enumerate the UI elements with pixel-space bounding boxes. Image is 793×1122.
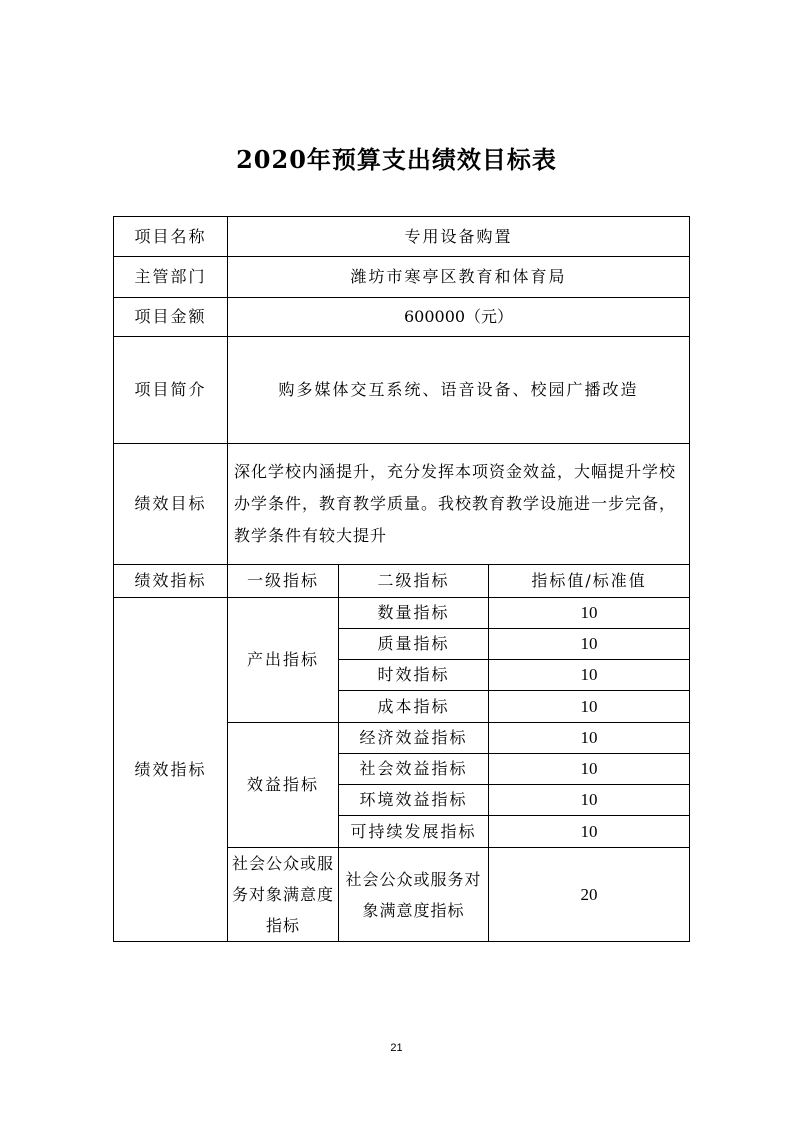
- goal-label: 绩效目标: [114, 444, 228, 565]
- level2-cell: 质量指标: [339, 629, 489, 660]
- row-goal: [114, 444, 690, 565]
- level1-satisfaction: 社会公众或服务对象满意度指标: [228, 848, 339, 942]
- summary-value: 购多媒体交互系统、语音设备、校园广播改造: [228, 337, 690, 444]
- indicator-label: 绩效指标: [114, 598, 228, 942]
- project-name-label: 项目名称: [114, 217, 228, 257]
- value-cell: 20: [489, 848, 690, 942]
- value-cell: 10: [489, 754, 690, 785]
- summary-label: 项目简介: [114, 337, 228, 444]
- indicator-header-row: [114, 565, 690, 598]
- performance-table: [113, 216, 690, 942]
- value-cell: 10: [489, 785, 690, 816]
- level2-cell: 社会效益指标: [339, 754, 489, 785]
- row-department: [114, 257, 690, 298]
- level1-benefit: 效益指标: [228, 723, 339, 848]
- header-standard-value: 指标值/标准值: [489, 565, 690, 598]
- amount-label: 项目金额: [114, 298, 228, 337]
- value-cell: 10: [489, 629, 690, 660]
- level2-cell: 环境效益指标: [339, 785, 489, 816]
- value-cell: 10: [489, 816, 690, 848]
- level1-output: 产出指标: [228, 598, 339, 723]
- level2-cell: 社会公众或服务对象满意度指标: [339, 848, 489, 942]
- value-cell: 10: [489, 691, 690, 723]
- project-name-value: 专用设备购置: [228, 217, 690, 257]
- value-cell: 10: [489, 660, 690, 691]
- level2-cell: 成本指标: [339, 691, 489, 723]
- department-value: 潍坊市寒亭区教育和体育局: [228, 257, 690, 298]
- goal-value: 深化学校内涵提升，充分发挥本项资金效益，大幅提升学校办学条件，教育教学质量。我校教育教学设施进一步完备，教学条件有较大提升: [228, 444, 690, 565]
- level2-cell: 时效指标: [339, 660, 489, 691]
- header-indicator: 绩效指标: [114, 565, 228, 598]
- header-level1: 一级指标: [228, 565, 339, 598]
- page-number: 21: [390, 1042, 403, 1054]
- row-summary: [114, 337, 690, 444]
- level2-cell: 可持续发展指标: [339, 816, 489, 848]
- value-cell: 10: [489, 723, 690, 754]
- department-label: 主管部门: [114, 257, 228, 298]
- table-row: [114, 598, 690, 629]
- row-amount: [114, 298, 690, 337]
- page-title: 2020年预算支出绩效目标表: [236, 145, 557, 174]
- amount-value: 600000（元）: [228, 298, 690, 337]
- row-project-name: [114, 217, 690, 257]
- level2-cell: 经济效益指标: [339, 723, 489, 754]
- level2-cell: 数量指标: [339, 598, 489, 629]
- header-level2: 二级指标: [339, 565, 489, 598]
- value-cell: 10: [489, 598, 690, 629]
